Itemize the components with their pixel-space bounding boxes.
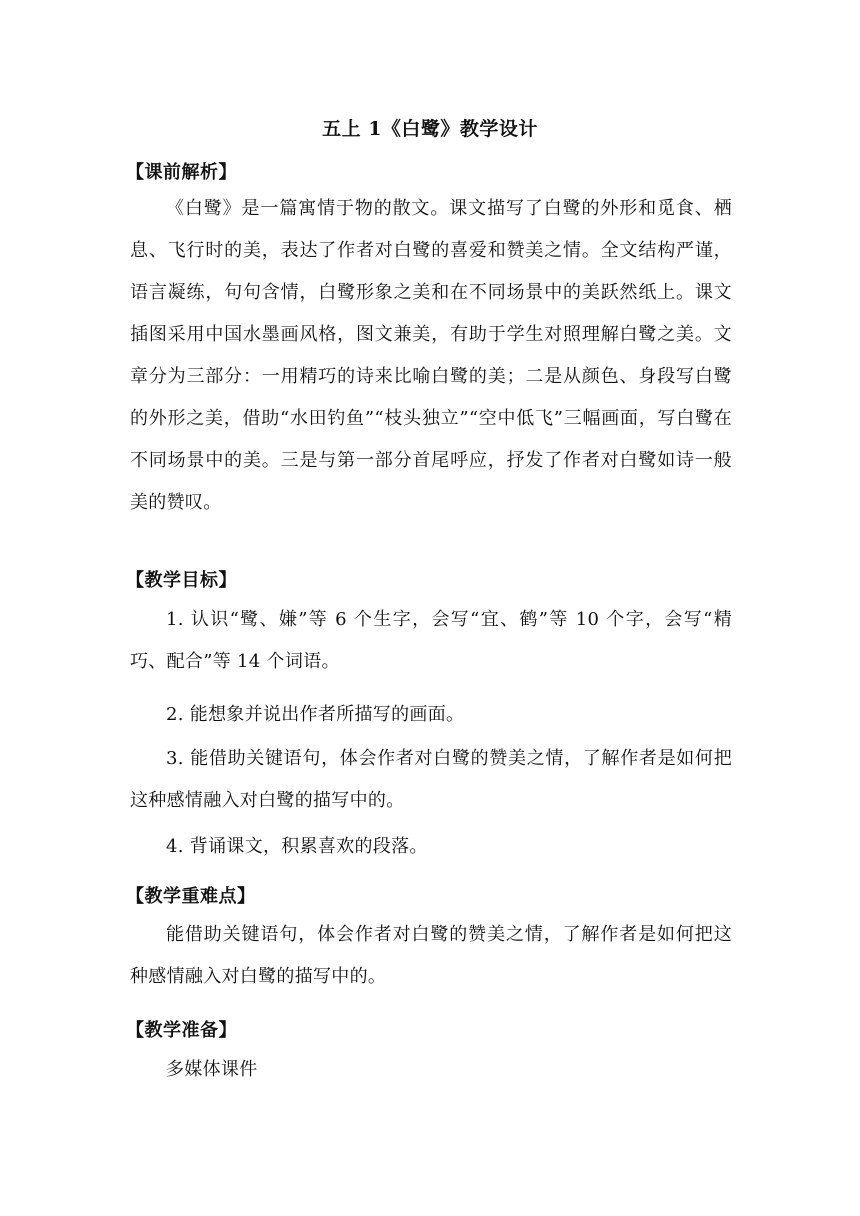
section-heading-pre-analysis: 【课前解析】 xyxy=(126,162,237,183)
paragraph-pre-analysis: 《白鹭》是一篇寓情于物的散文。课文描写了白鹭的外形和觅食、栖息、飞行时的美，表达了作者对白鹭的喜爱和赞美之情。全文结构严谨，语言凝练，句句含情，白鹭形象之美和在不同场景中的美跃然纸上。课文插图采用中国水墨画风格，图文兼美，有助于学生对照理解白鹭之美。文章分为三部分：一用精巧的诗来比喻白鹭的美；二是从颜色、身段写白鹭的外形之美，借助“水田钓鱼”“枝头独立”“空中低飞”三幅画面，写白鹭在不同场景中的美。三是与第一部分首尾呼应，抒发了作者对白鹭如诗一般美的赞叹。 xyxy=(130,198,732,513)
paragraph-goal-2: 2. 能想象并说出作者所描写的画面。 xyxy=(166,704,465,725)
section-heading-preparation: 【教学准备】 xyxy=(126,1020,237,1041)
paragraph-goal-4: 4. 背诵课文，积累喜欢的段落。 xyxy=(166,836,428,857)
paragraph-preparation: 多媒体课件 xyxy=(166,1059,258,1080)
section-heading-teaching-goals: 【教学目标】 xyxy=(126,570,237,591)
paragraph-goal-1: 1. 认识“鹭、嫌”等 6 个生字，会写“宜、鹤”等 10 个字，会写“精巧、配合”等 14 个词语。 xyxy=(130,609,732,672)
section-heading-key-difficulties: 【教学重难点】 xyxy=(126,886,256,907)
paragraph-goal-3: 3. 能借助关键语句，体会作者对白鹭的赞美之情，了解作者是如何把这种感情融入对白鹭的描写中的。 xyxy=(130,748,732,811)
paragraph-key-difficulties: 能借助关键语句，体会作者对白鹭的赞美之情，了解作者是如何把这种感情融入对白鹭的描写中的。 xyxy=(130,924,732,987)
document-title: 五上 1《白鹭》教学设计 xyxy=(322,118,538,140)
